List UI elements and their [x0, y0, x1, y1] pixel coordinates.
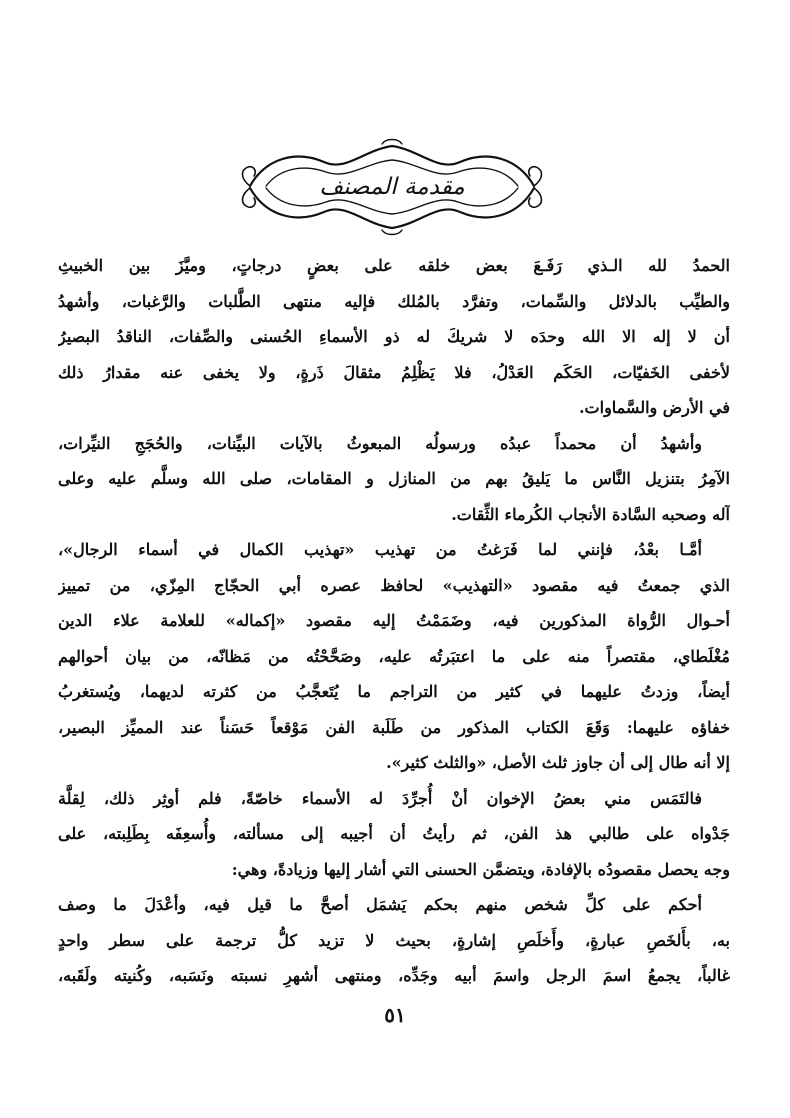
text-line: به، بأَلخَصِ عبارةٍ، وأَخلَصِ إشارةٍ، بحيث لا تزيد كلُّ ترجمة على سطر واحدٍ	[58, 930, 730, 950]
text-line: أحـوال الرُّواة المذكورين فيه، وضَمَمْتُ إليه مقصود «إكماله» للعلامة علاء الدين	[58, 611, 730, 630]
text-line: إلا أنه طال إلى أن جاوز ثلث الأصل، «والثلث كثير».	[386, 753, 730, 772]
text-line: أحكم على كلِّ شخص منهم بحكم يَشمَل أصحَّ ما قيل فيه، وأعْدَلَ ما وصف	[58, 895, 702, 914]
section-title: مقدمة المصنف	[319, 174, 465, 200]
body-text	[58, 248, 730, 994]
text-line: خفاؤه عليهما: وَقَعَ الكتاب المذكور من طَلَبة الفن مَوْقعاً حَسَناً عند المميِّز البصير،	[58, 717, 730, 737]
text-line: الحمدُ لله الـذي رَفَـعَ بعض خلقه على بعضٍ درجاتٍ، وميَّزَ بين الخبيثِ	[58, 256, 730, 275]
text-line: فالتَمَس مني بعضُ الإخوان أنْ أُجرِّدَ له الأسماء خاصّةً، فلم أوثِر ذلك، لِقلَّة	[58, 788, 702, 808]
text-line: مُغْلَطاي، مقتصراً منه على ما اعتبَرتُه عليه، وصَحَّحْتُه من مَظانّه، من بيان أحوالهم	[58, 646, 730, 666]
text-line: أمَّـا بعْدُ، فإنني لما فَرَغتُ من تهذيب «تهذيب الكمال في أسماء الرجال»،	[58, 540, 702, 559]
page-number: ٥١	[384, 1003, 406, 1027]
text-line: أن لا إله الا الله وحدَه لا شريكَ له ذو الأسماءِ الحُسنى والصِّفات، الناقدُ البصيرُ	[58, 327, 730, 346]
text-line: غالباً، يجمعُ اسمَ الرجل واسمَ أبيه وجَدِّه، ومنتهى أشهرِ نسبته ونَسَبه، وكُنيته ولَقَبه،	[58, 966, 730, 985]
text-line: الذي جمعتُ فيه مقصود «التهذيب» لحافظ عصره أبي الحجّاج المِزّي، من تمييز	[58, 575, 730, 595]
text-line: آله وصحبه السَّادة الأنجاب الكُرماء الثِّقات.	[451, 504, 730, 524]
text-line: لأخفى الخَفيّات، الحَكَم العَدْلُ، فلا يَظْلِمُ مثقالَ ذَرةٍ، ولا يخفى عنه مقدارُ ذلك	[58, 362, 730, 382]
text-line: في الأرض والسَّماوات.	[578, 398, 730, 417]
text-line: الآمِرُ بتنزيل النَّاس ما يَليقُ بهم من المنازل و المقامات، صلى الله وسلَّم عليه وعلى	[58, 469, 730, 488]
text-line: والطيِّب بالدلائل والسِّمات، وتفرَّد بالمُلك فإليه منتهى الطَّلبات والرَّغبات، وأشهدُ	[58, 291, 730, 311]
text-line: أيضاً، وزدتُ عليهما في كثير من التراجم ما يُتَعجَّبُ من كثرته لديهما، ويُستغربُ	[58, 682, 730, 701]
text-line: وجه يحصل مقصودُه بالإفادة، ويتضمَّن الحسنى التي أشار إليها وزيادةً، وهي:	[231, 859, 730, 879]
text-line: وأشهدُ أن محمداً عبدُه ورسولُه المبعوثُ بالآيات البيِّنات، والحُجَجِ النيِّرات،	[58, 433, 702, 453]
text-line: جَدْواه على طالبي هذ الفن، ثم رأيتُ أن أجيبه إلى مسألته، وأُسعِفَه بِطَلِبته، على	[58, 824, 730, 843]
